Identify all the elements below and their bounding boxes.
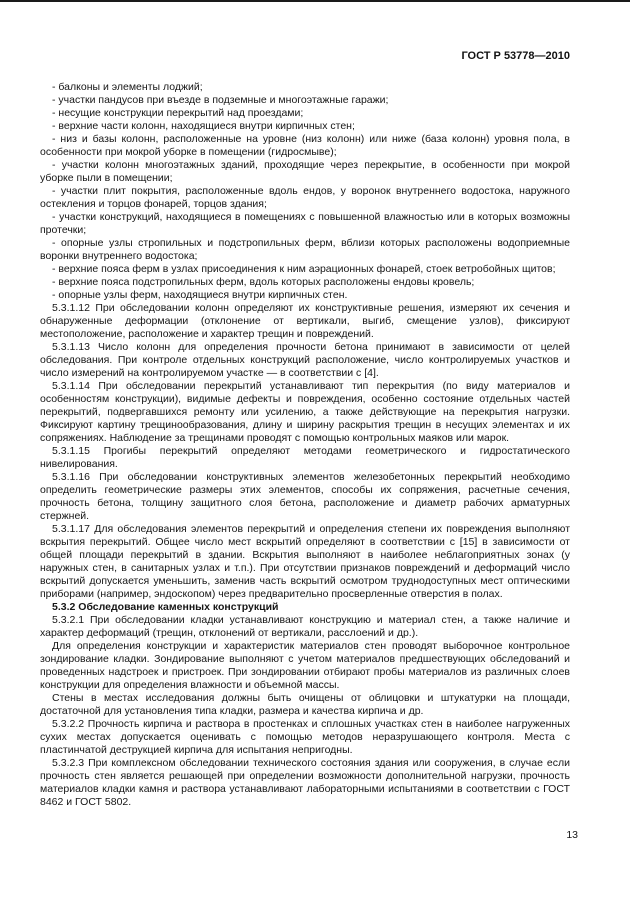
list-item: - низ и базы колонн, расположенные на уровне (низ колонн) или ниже (база колонн) уровня пола, в особенности при мокрой уборке в помещении (гидросмыве); [40,133,570,158]
section-heading-5-3-2: 5.3.2 Обследование каменных конструкций [52,601,279,613]
page-number: 13 [566,829,578,841]
list-item: - опорные узлы стропильных и подстропильных ферм, вблизи которых расположены водоприемные воронки внутреннего водостока; [40,237,570,262]
clause-5-3-2-1: 5.3.2.1 При обследовании кладки устанавливают конструкцию и материал стен, а также наличие и характер деформаций (трещин, отклонений от вертикали, расслоений и др.). [40,614,570,639]
list-item: - участки конструкций, находящиеся в помещениях с повышенной влажностью или в которых возможны протечки; [40,211,570,236]
clause-5-3-1-14: 5.3.1.14 При обследовании перекрытий устанавливают тип перекрытия (по виду материалов и особенностям конструкции), видимые дефекты и повреждения, особенно состояние отдельных частей перекрытий, подвергавшихся ремонту или усилению, а также действующие на перекрытия нагрузки. Фиксируют картину трещинообразования, длину и ширину раскрытия трещин в несущих элементах и их сопряжениях. Наблюдение за трещинами проводят с помощью контрольных маяков или марок. [40,380,570,444]
document-body [40,81,570,809]
clause-5-3-1-13: 5.3.1.13 Число колонн для определения прочности бетона принимают в зависимости от целей обследования. При контроле отдельных конструкций расположение, число контролируемых участков и число измерений на контролируемом участке — в соответствии с [4]. [40,341,570,379]
standard-code: ГОСТ Р 53778—2010 [461,50,570,62]
list-item: - опорные узлы ферм, находящиеся внутри кирпичных стен. [52,289,348,301]
body-paragraph: Стены в местах исследования должны быть очищены от облицовки и штукатурки на площади, достаточной для установления типа кладки, размера и качества кирпича и др. [40,692,570,717]
list-item: - участки пандусов при въезде в подземные и многоэтажные гаражи; [52,94,389,106]
list-item: - несущие конструкции перекрытий над проездами; [52,107,304,119]
clause-5-3-1-17: 5.3.1.17 Для обследования элементов перекрытий и определения степени их повреждения выполняют вскрытия перекрытий. Общее число мест вскрытий определяют в соответствии с [15] в зависимости от общей площади перекрытий в здании. Вскрытия выполняют в наиболее неблагоприятных зонах (у наружных стен, в санитарных узлах и т.п.). При отсутствии признаков повреждений и деформаций число вскрытий допускается уменьшить, заменив часть вскрытий осмотром труднодоступных мест оптическими приборами (например, эндоскопом) через предварительно просверленные отверстия в полах. [40,523,570,600]
clause-5-3-1-12: 5.3.1.12 При обследовании колонн определяют их конструктивные решения, измеряют их сечения и обнаруженные деформации (отклонение от вертикали, выгиб, смещение узлов), фиксируют местоположение, расположение и характер трещин и повреждений. [40,302,570,340]
scan-edge-line [0,0,630,2]
body-paragraph: Для определения конструкции и характеристик материалов стен проводят выборочное контрольное зондирование кладки. Зондирование выполняют с учетом материалов предшествующих обследований и проведенных надстроек и пристроек. При зондировании отбирают пробы материалов из различных слоев конструкции для определения влажности и объемной массы. [40,640,570,691]
clause-5-3-2-2: 5.3.2.2 Прочность кирпича и раствора в простенках и сплошных участках стен в наиболее нагруженных сухих местах допускается оценивать с помощью методов неразрушающего контроля. Места с пластинчатой деструкцией кирпича для испытания непригодны. [40,718,570,756]
clause-5-3-2-3: 5.3.2.3 При комплексном обследовании технического состояния здания или сооружения, в случае если прочность стен является решающей при определении возможности дополнительной нагрузки, прочность материалов кладки камня и раствора устанавливают лабораторными испытаниями в соответствии с ГОСТ 8462 и ГОСТ 5802. [40,757,570,808]
list-item: - верхние части колонн, находящиеся внутри кирпичных стен; [52,120,355,132]
clause-5-3-1-15: 5.3.1.15 Прогибы перекрытий определяют методами геометрического и гидростатического нивелирования. [40,445,570,470]
list-item: - балконы и элементы лоджий; [52,81,203,93]
list-item: - участки плит покрытия, расположенные вдоль ендов, у воронок внутреннего водостока, наружного остекления и торцов фонарей, торцов здания; [40,185,570,210]
clause-5-3-1-16: 5.3.1.16 При обследовании конструктивных элементов железобетонных перекрытий необходимо определить геометрические размеры этих элементов, способы их сопряжения, расчетные сечения, прочность бетона, толщину защитного слоя бетона, расположение и диаметр рабочих арматурных стержней. [40,471,570,522]
list-item: - верхние пояса ферм в узлах присоединения к ним аэрационных фонарей, стоек ветробойных щитов; [52,263,556,275]
list-item: - участки колонн многоэтажных зданий, проходящие через перекрытие, в особенности при мокрой уборке пыли в помещении; [40,159,570,184]
page-header [40,50,570,62]
list-item: - верхние пояса подстропильных ферм, вдоль которых расположены ендовы кровель; [52,276,475,288]
